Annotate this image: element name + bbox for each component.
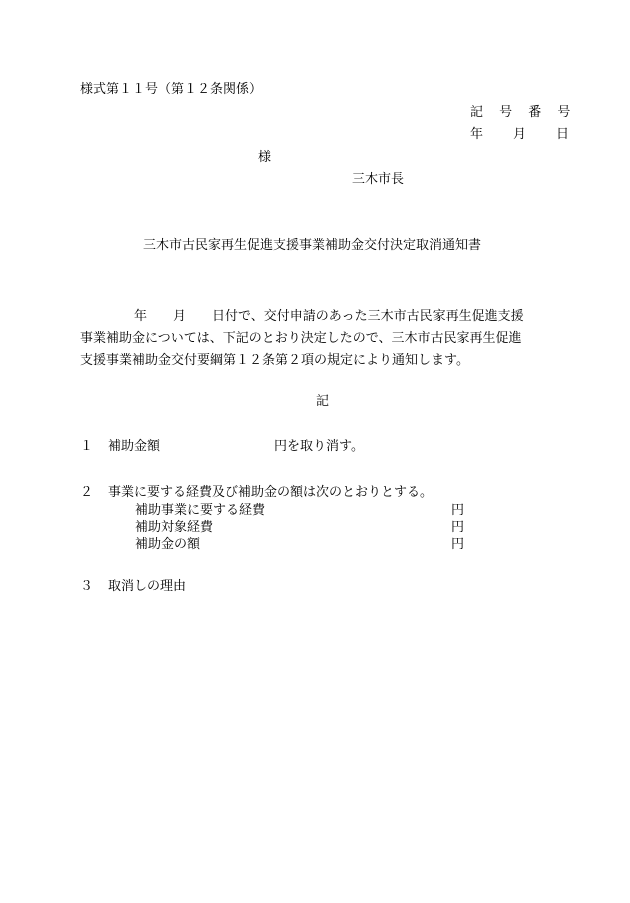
item-2-row-unit: 円 <box>451 503 465 518</box>
date-line <box>470 128 569 141</box>
ki-heading: 記 <box>316 394 330 409</box>
item-2 <box>80 486 433 499</box>
item-2-row-unit: 円 <box>451 537 465 552</box>
body-line-1: 年 月 日付で、交付申請のあった三木市古民家再生促進支援 <box>134 309 524 324</box>
item-2-row-label: 補助対象経費 <box>135 520 214 535</box>
date-day: 日 <box>556 127 570 142</box>
item-2-number: ２ <box>80 485 94 500</box>
item-3-label: 取消しの理由 <box>108 579 187 594</box>
date-year: 年 <box>470 127 484 142</box>
body-line-2: 事業補助金については、下記のとおり決定したので、三木市古民家再生促進 <box>80 331 522 346</box>
addressee-suffix: 様 <box>258 150 272 165</box>
item-1-label: 補助金額 <box>108 439 161 454</box>
item-2-row-label: 補助事業に要する経費 <box>135 503 266 518</box>
sender-name: 三木市長 <box>352 172 405 187</box>
code-number-label: 記 号 番 号 <box>470 105 577 120</box>
body-line-3: 支援事業補助金交付要綱第１２条第２項の規定により通知します。 <box>80 353 469 368</box>
item-3-number: ３ <box>80 579 94 594</box>
item-2-row-label: 補助金の額 <box>135 537 201 552</box>
item-2-row-unit: 円 <box>451 520 465 535</box>
item-1 <box>80 440 160 453</box>
item-1-number: １ <box>80 439 94 454</box>
date-month: 月 <box>513 127 527 142</box>
body-paragraph <box>80 306 560 372</box>
item-1-amount: 円を取り消す。 <box>274 439 364 454</box>
form-number: 様式第１１号（第１２条関係） <box>80 82 263 97</box>
item-3 <box>80 580 186 593</box>
item-2-label: 事業に要する経費及び補助金の額は次のとおりとする。 <box>108 485 434 500</box>
document-title: 三木市古民家再生促進支援事業補助金交付決定取消通知書 <box>143 238 482 253</box>
